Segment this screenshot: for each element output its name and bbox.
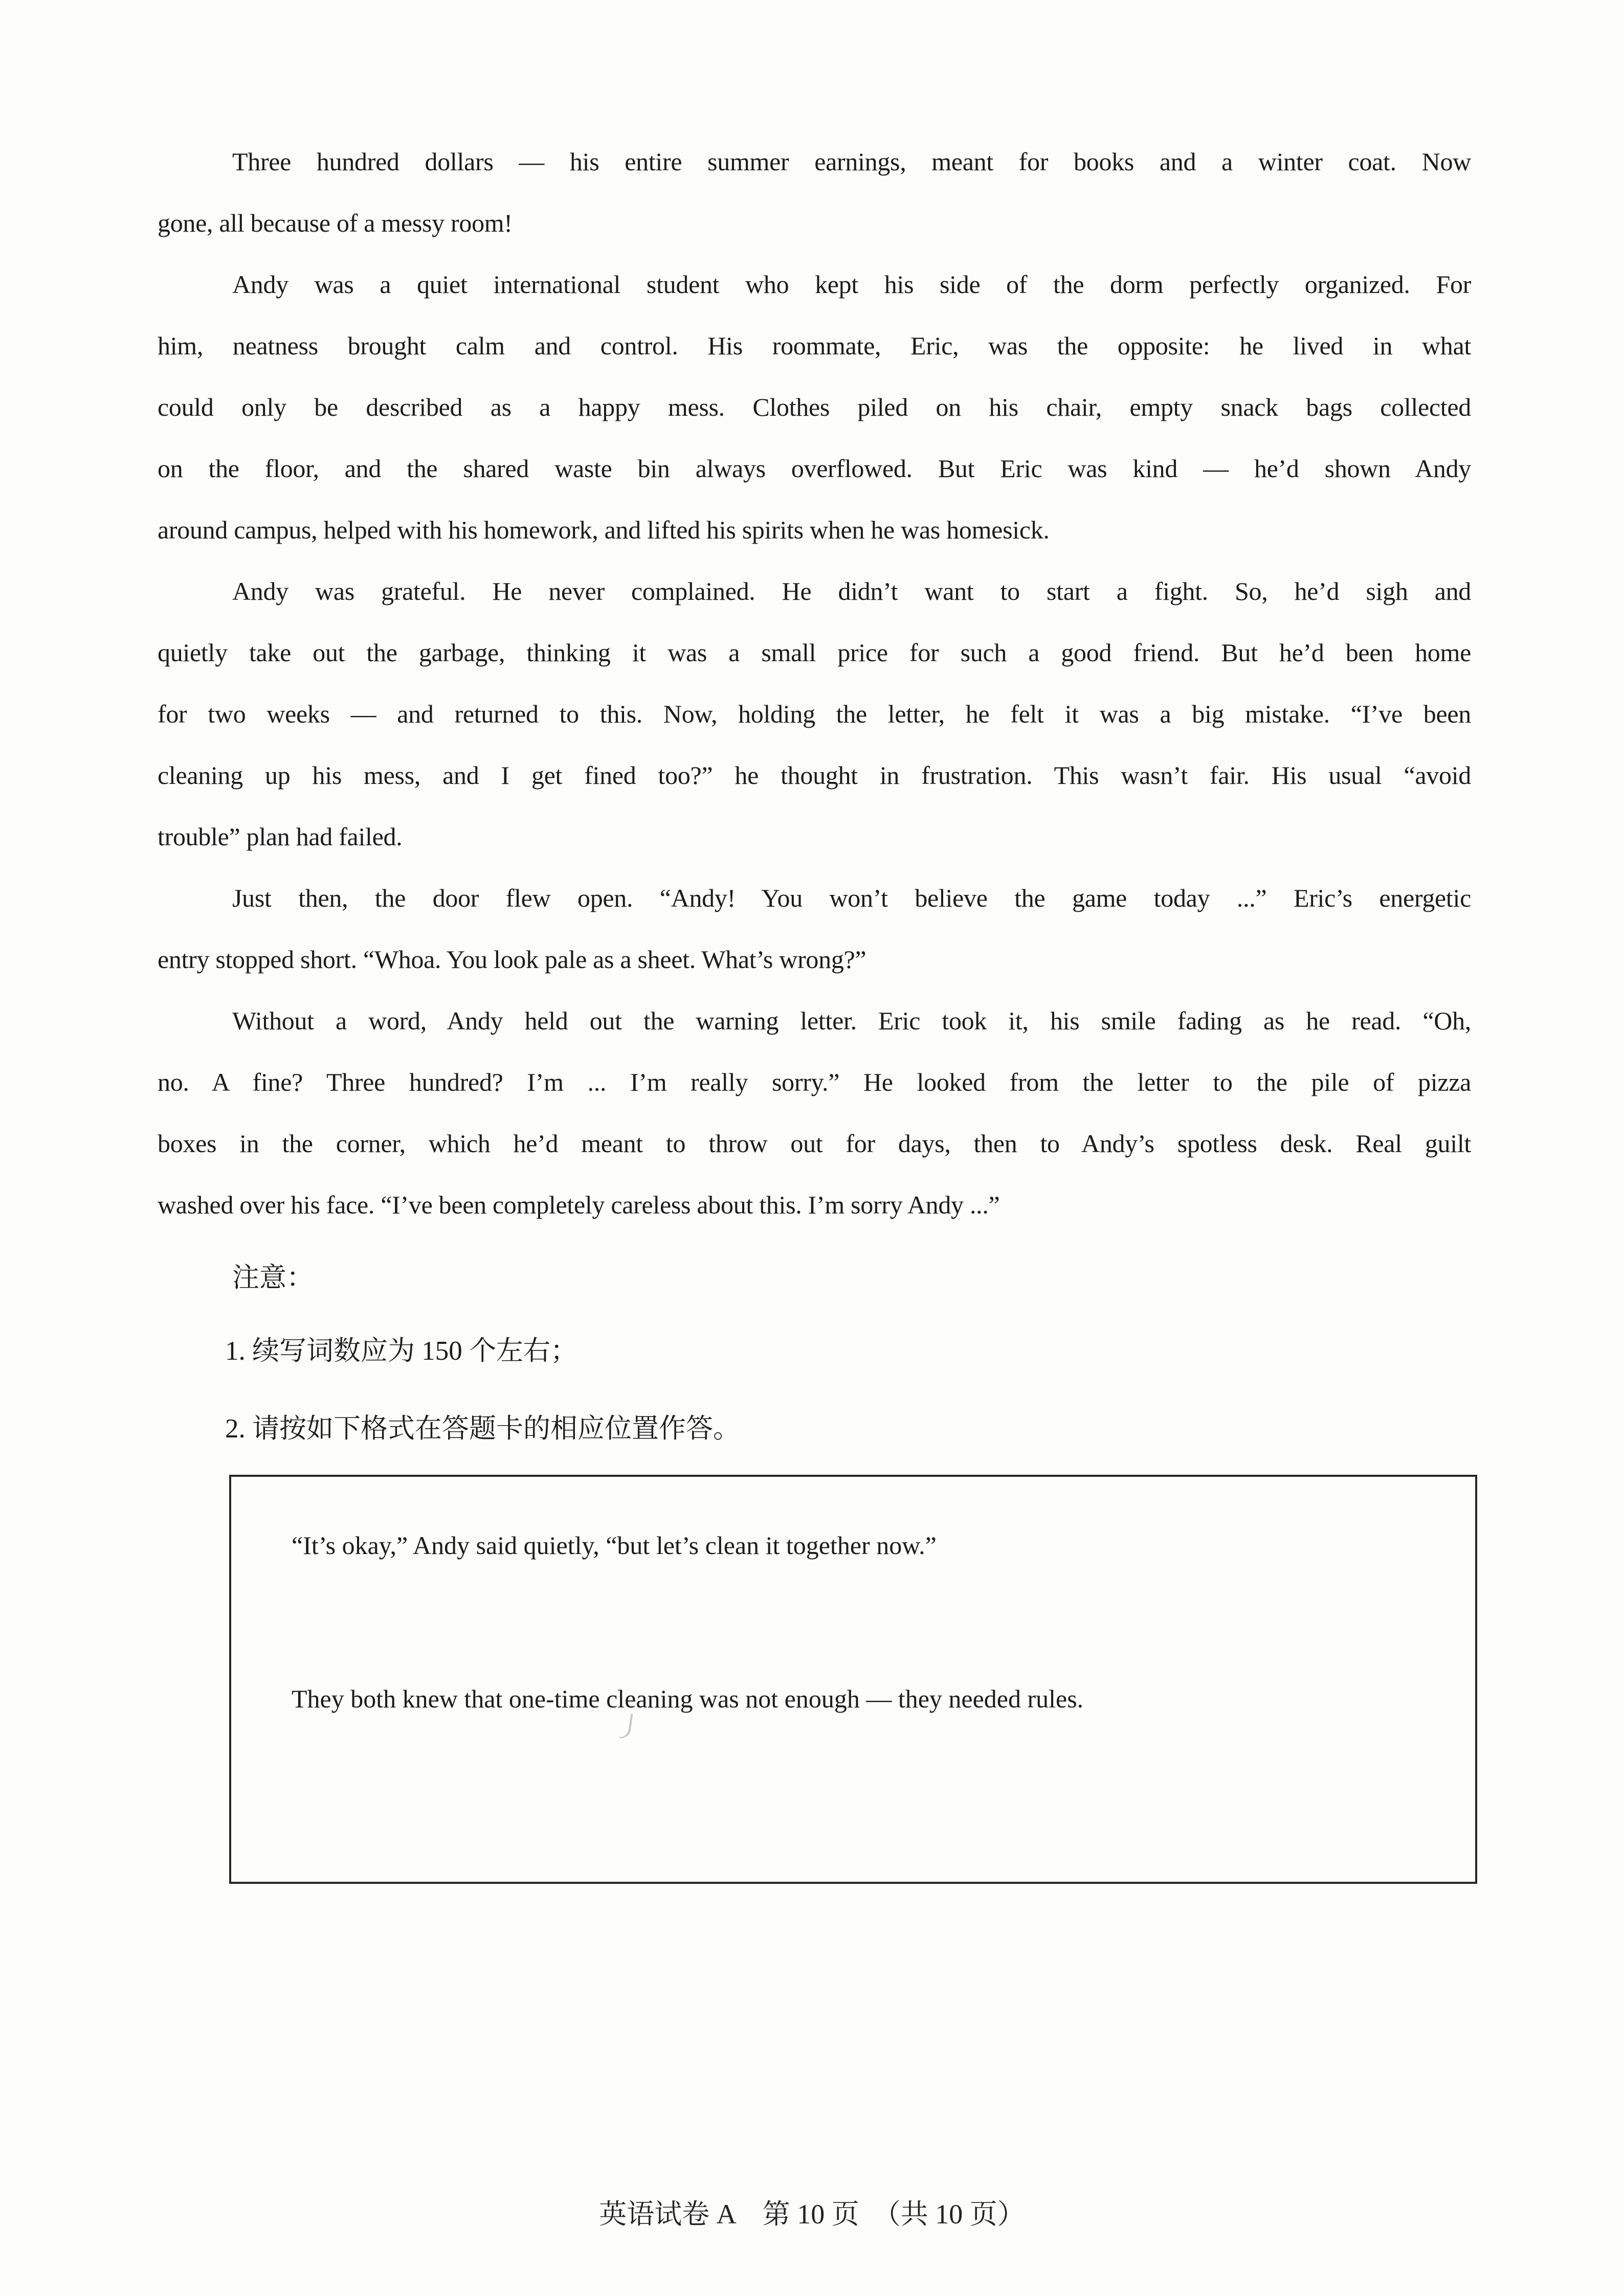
text-line: cleaning up his mess, and I get fined too?” he thought in frustration. This wasn’t fair. His usual “avoid [158, 761, 1471, 790]
text-line: could only be described as a happy mess. Clothes piled on his chair, empty snack bags collected [158, 393, 1471, 421]
paragraph [158, 131, 1471, 254]
text-line: boxes in the corner, which he’d meant to throw out for days, then to Andy’s spotless desk. Real guilt [158, 1129, 1471, 1158]
text-line: him, neatness brought calm and control. His roommate, Eric, was the opposite: he lived in what [158, 331, 1471, 360]
page-footer: 英语试卷 A 第 10 页 （共 10 页） [599, 2199, 1025, 2230]
text-line: for two weeks — and returned to this. Now, holding the letter, he felt it was a big mistake. “I’ve been [158, 700, 1471, 728]
text-line: gone, all because of a messy room! [158, 209, 513, 237]
answer-opening-line: “It’s okay,” Andy said quietly, “but let’s clean it together now.” [292, 1531, 937, 1560]
text-line: Just then, the door flew open. “Andy! You won’t believe the game today ...” Eric’s energetic [232, 884, 1471, 912]
text-line: no. A fine? Three hundred? I’m ... I’m really sorry.” He looked from the letter to the pile of pizza [158, 1068, 1471, 1096]
note-item: 1. 续写词数应为 150 个左右； [225, 1336, 577, 1366]
text-line: Andy was a quiet international student who kept his side of the dorm perfectly organized. For [232, 270, 1471, 299]
text-line: entry stopped short. “Whoa. You look pale as a sheet. What’s wrong?” [158, 945, 866, 974]
text-line: on the floor, and the shared waste bin always overflowed. But Eric was kind — he’d shown Andy [158, 454, 1471, 483]
page-content [158, 131, 1471, 1884]
passage [158, 131, 1471, 1235]
text-line: Three hundred dollars — his entire summer earnings, meant for books and a winter coat. Now [232, 147, 1471, 176]
notes-heading: 注意： [232, 1263, 314, 1293]
paragraph [158, 560, 1471, 867]
notes-list [158, 1312, 1471, 1468]
answer-closing-line: They both knew that one-time cleaning was not enough — they needed rules. [292, 1684, 1084, 1713]
text-line: trouble” plan had failed. [158, 822, 403, 851]
text-line: Andy was grateful. He never complained. He didn’t want to start a fight. So, he’d sigh and [232, 577, 1471, 605]
paragraph [158, 867, 1471, 990]
paragraph [158, 254, 1471, 560]
paragraph [158, 990, 1471, 1235]
text-line: Without a word, Andy held out the warning letter. Eric took it, his smile fading as he read. “Oh, [232, 1006, 1471, 1035]
answer-box [229, 1475, 1477, 1884]
text-line: quietly take out the garbage, thinking it was a small price for such a good friend. But he’d been home [158, 638, 1471, 667]
text-line: around campus, helped with his homework, and lifted his spirits when he was homesick. [158, 515, 1050, 544]
notes-section [158, 1244, 1471, 1468]
note-item: 2. 请按如下格式在答题卡的相应位置作答。 [225, 1414, 740, 1444]
text-line: washed over his face. “I’ve been completely careless about this. I’m sorry Andy ...” [158, 1190, 1000, 1219]
